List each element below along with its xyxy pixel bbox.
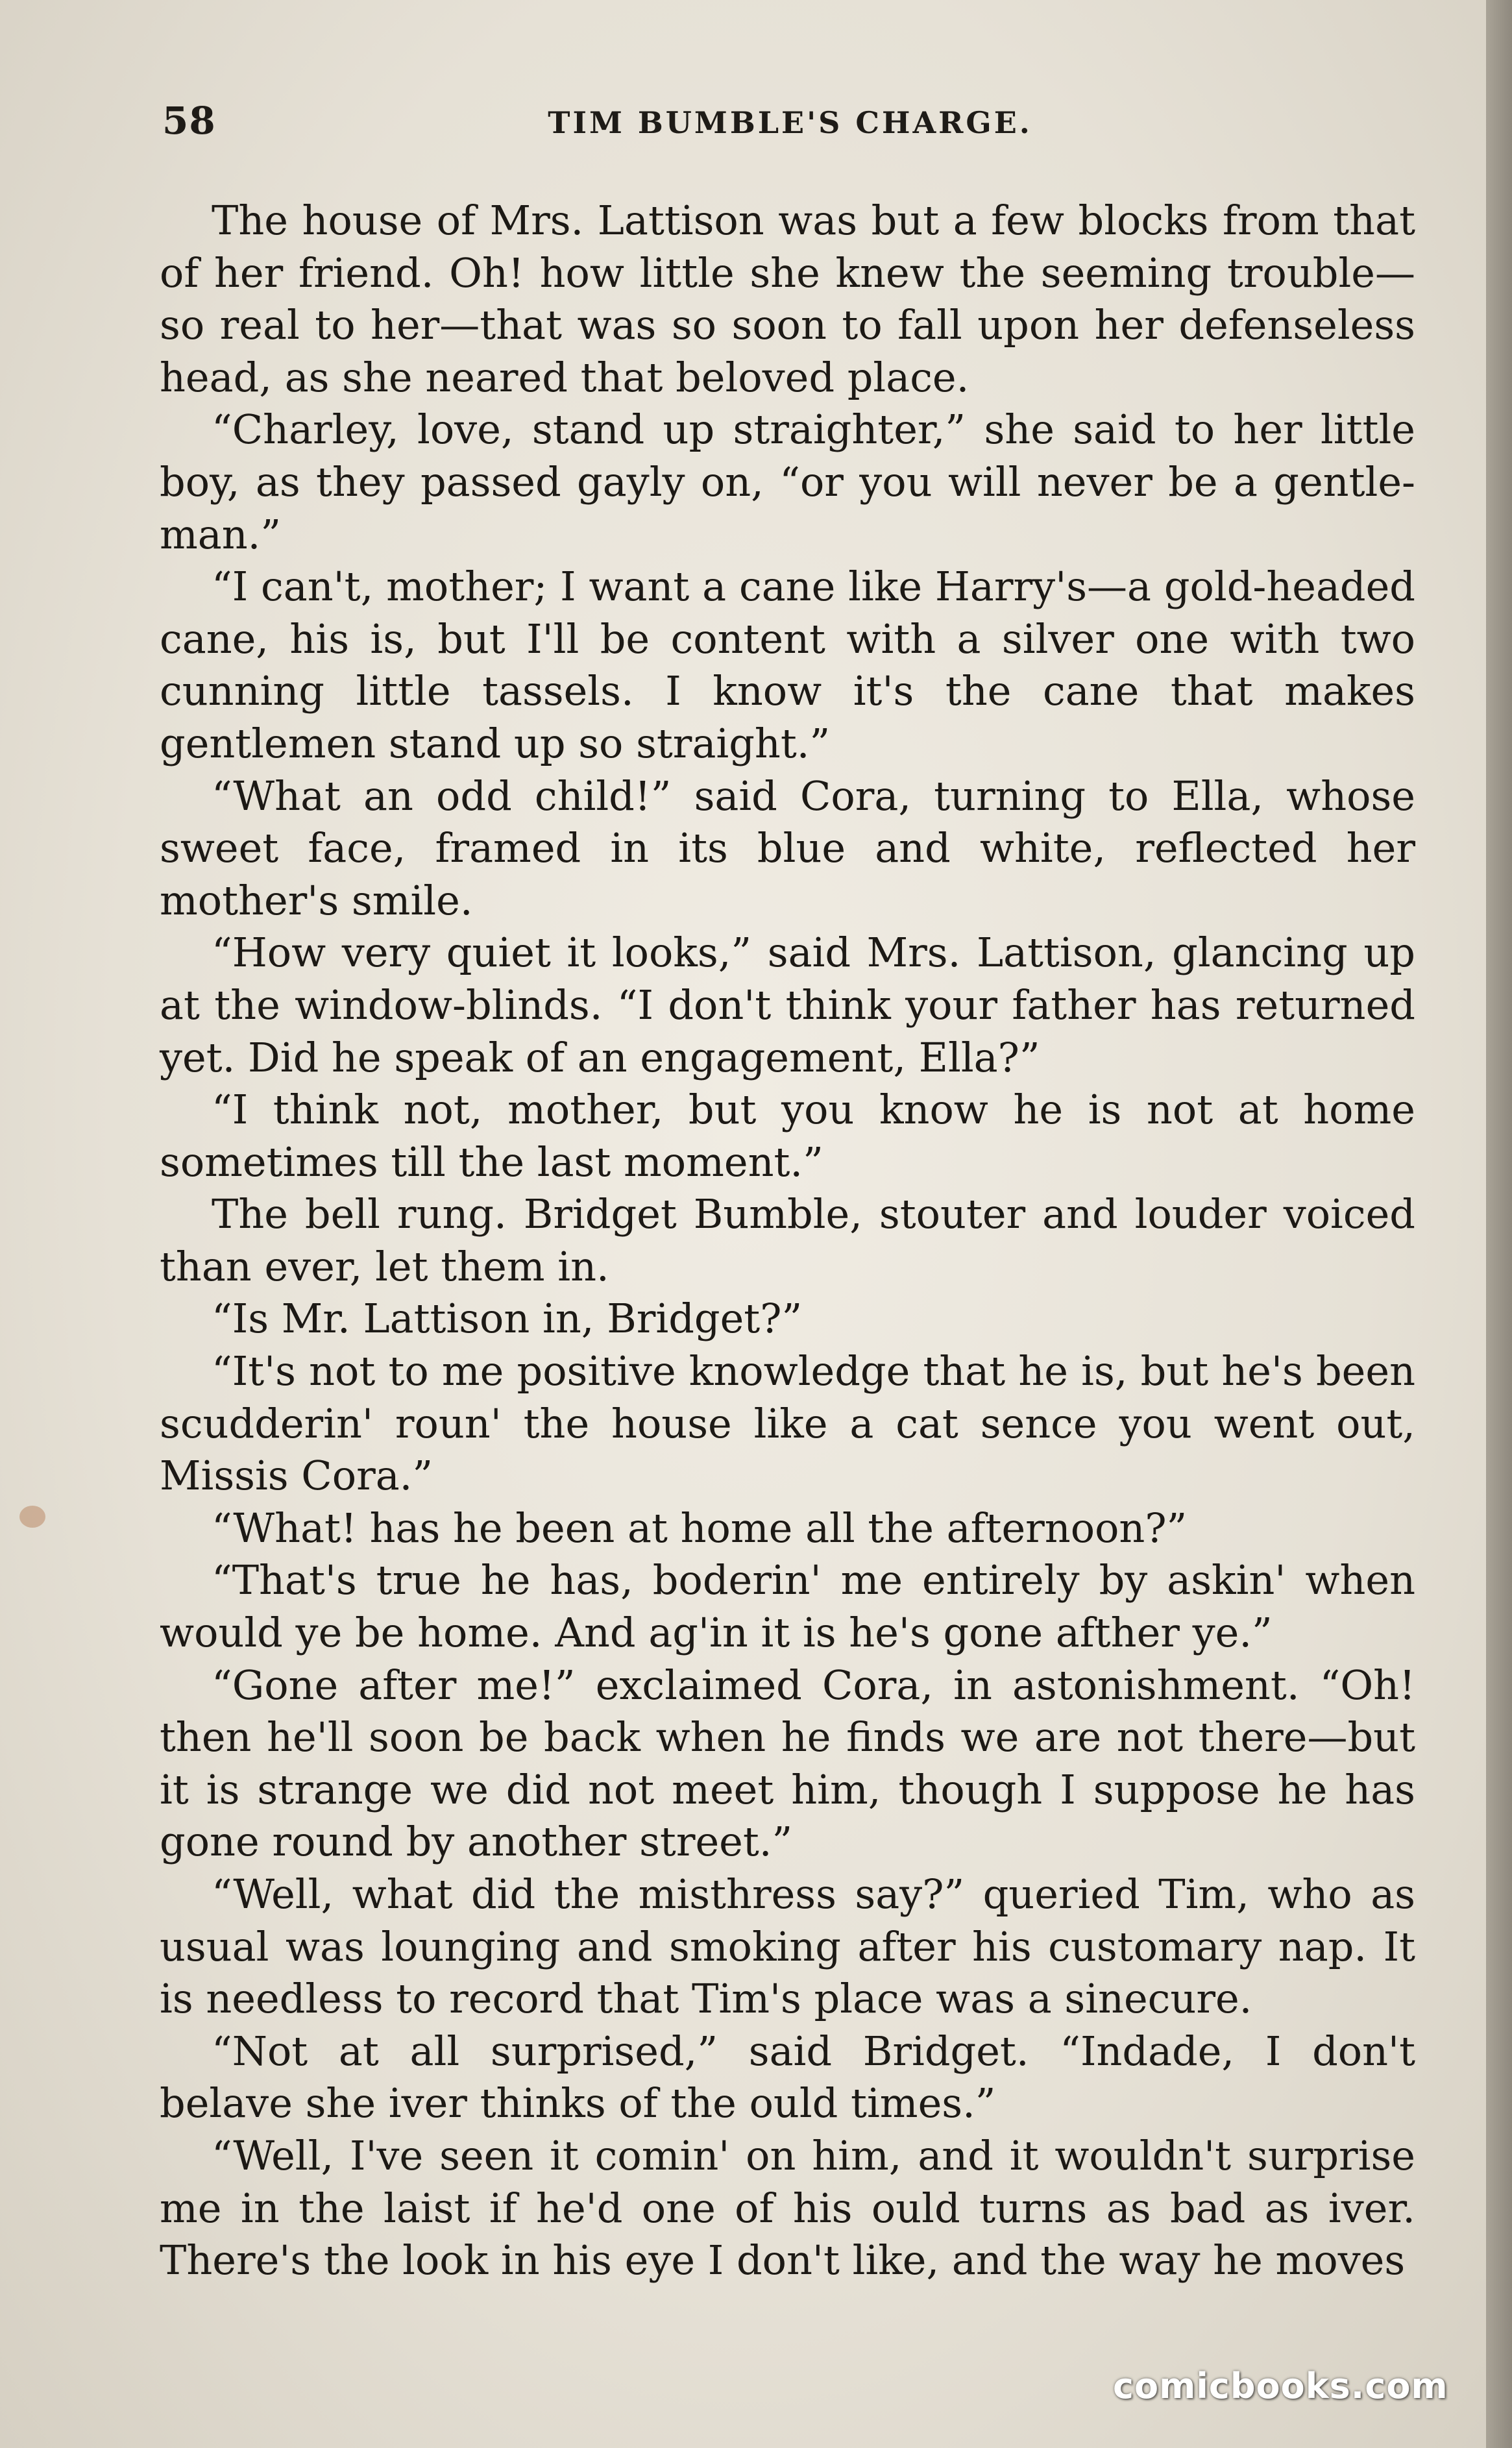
paragraph: “Well, I've seen it comin' on him, and it wouldn't surprise me in the laist if he'd one of his ould turns as bad as iver. There's the look in his eye I don't like, and the way he moves: [160, 2131, 1415, 2284]
paragraph: “I can't, mother; I want a cane like Harry's—a gold-headed cane, his is, but I'll be content with a silver one with two cunning little tassels. I know it's the cane that makes gentlemen stand up so straight.”: [160, 563, 1415, 767]
paragraph: “What! has he been at home all the afternoon?”: [212, 1504, 1188, 1552]
running-title: TIM BUMBLE'S CHARGE.: [548, 105, 1032, 140]
paragraph: The house of Mrs. Lattison was but a few blocks from that of her friend. Oh! how little she knew the seeming trouble—so real to her—that was so soon to fall upon her defenseless head, as she neared that beloved place.: [160, 197, 1415, 401]
page-stain: [19, 1506, 45, 1528]
paragraph: “How very quiet it looks,” said Mrs. Lattison, glancing up at the window-blinds. “I don't think your father has returned yet. Did he speak of an engagement, Ella?”: [160, 929, 1415, 1081]
paragraph: The bell rung. Bridget Bumble, stouter and louder voiced than ever, let them in.: [160, 1190, 1415, 1290]
paragraph: “I think not, mother, but you know he is not at home sometimes till the last moment.”: [160, 1086, 1415, 1186]
page-header: [162, 99, 1418, 151]
page-number: 58: [162, 99, 216, 143]
paragraph: “That's true he has, boderin' me entirely by askin' when would ye be home. And ag'in it is he's gone afther ye.”: [160, 1556, 1415, 1657]
paragraph: “What an odd child!” said Cora, turning to Ella, whose sweet face, framed in its blue and white, reflected her mother's smile.: [160, 772, 1415, 924]
paragraph: “Is Mr. Lattison in, Bridget?”: [212, 1295, 803, 1343]
page-edge: [1486, 0, 1512, 2448]
paragraph: “Not at all surprised,” said Bridget. “Indade, I don't belave she iver thinks of the ould times.”: [160, 2027, 1415, 2127]
paragraph: “Gone after me!” exclaimed Cora, in astonishment. “Oh! then he'll soon be back when he finds we are not there—but it is strange we did not meet him, though I suppose he has gone round by another street.”: [160, 1661, 1415, 1866]
paragraph: “Well, what did the misthress say?” queried Tim, who as usual was lounging and smoking after his customary nap. It is needless to record that Tim's place was a sinecure.: [160, 1870, 1415, 2023]
watermark: comicbooks.com: [1113, 2366, 1448, 2406]
paragraph: “Charley, love, stand up straighter,” she said to her little boy, as they passed gayly on, “or you will never be a gentleman.”: [160, 406, 1415, 558]
paragraph: “It's not to me positive knowledge that he is, but he's been scudderin' roun' the house like a cat sence you went out, Missis Cora.”: [160, 1347, 1415, 1500]
body-text: [160, 195, 1415, 2287]
